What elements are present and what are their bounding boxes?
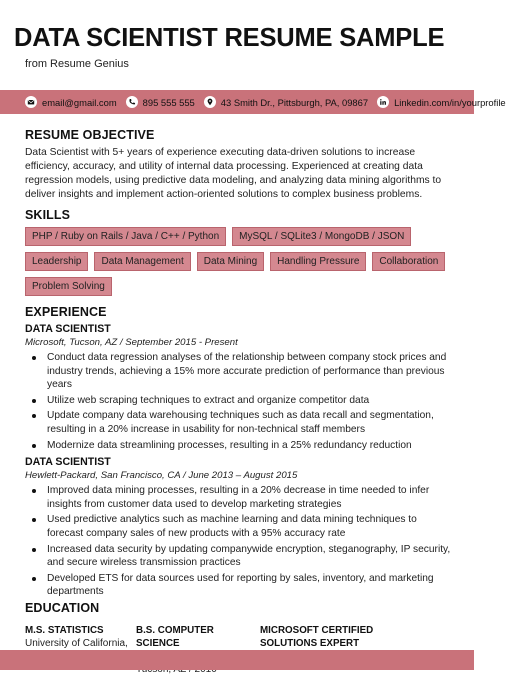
job-bullets xyxy=(25,351,455,452)
objective-text: Data Scientist with 5+ years of experience executing data-driven solutions to increase efficiency, accuracy, and utility of internal data processing. Experienced at creating data regression models, using predictive data modeling, and analyzing data mining algorithms to deliver insights and implement action-oriented solutions to complex business problems. xyxy=(25,147,442,200)
experience-heading: EXPERIENCE xyxy=(25,305,107,319)
footer-bar xyxy=(0,650,474,670)
job-title: DATA SCIENTIST xyxy=(25,323,111,335)
certification-title: MICROSOFT CERTIFIED xyxy=(260,624,374,636)
skills-heading: SKILLS xyxy=(25,208,71,222)
list-item: Used predictive analytics such as machine learning and data mining techniques to forecast company sales of new products with a 95% accuracy rate xyxy=(25,513,455,540)
location-pin-icon xyxy=(204,96,216,108)
contact-phone[interactable] xyxy=(126,96,195,108)
skill-tag: Collaboration xyxy=(372,252,445,271)
address-text: 43 Smith Dr., Pittsburgh, PA, 09867 xyxy=(220,96,369,108)
linkedin-text: Linkedin.com/in/yourprofile xyxy=(394,96,506,108)
degree-title: B.S. COMPUTER SCIENCE xyxy=(136,624,214,649)
skill-tag: Handling Pressure xyxy=(270,252,366,271)
resume-body xyxy=(25,126,455,676)
objective-heading: RESUME OBJECTIVE xyxy=(25,128,155,142)
resume-title: DATA SCIENTIST RESUME SAMPLE xyxy=(14,24,445,52)
skill-tag: Leadership xyxy=(25,252,88,271)
contact-address xyxy=(204,96,368,108)
education-heading: EDUCATION xyxy=(25,600,100,615)
certification-title-line2: SOLUTIONS EXPERT xyxy=(260,637,360,649)
degree-title: M.S. STATISTICS xyxy=(25,624,104,636)
job-meta: Hewlett-Packard, San Francisco, CA / June 2013 – August 2015 xyxy=(25,470,298,482)
job-entry xyxy=(25,456,455,599)
phone-icon xyxy=(126,96,138,108)
list-item: Improved data mining processes, resulting in a 20% decrease in time needed to infer insights from customer data used to develop marketing strategies xyxy=(25,484,455,511)
skills-list xyxy=(25,227,455,302)
resume-subtitle: from Resume Genius xyxy=(25,58,129,70)
job-bullets xyxy=(25,484,455,599)
list-item: Update company data warehousing techniques such as data recall and segmentation, resulting in a 20% increase in usability for non-technical staff members xyxy=(25,409,455,436)
list-item: Modernize data streamlining processes, resulting in a 25% redundancy reduction xyxy=(25,439,455,453)
skill-tag: PHP / Ruby on Rails / Java / C++ / Python xyxy=(25,227,226,246)
list-item: Utilize web scraping techniques to extract and organize competitor data xyxy=(25,394,455,408)
list-item: Conduct data regression analyses of the relationship between company stock prices and industry trends, achieving a 15% more accurate prediction of performance than previous years xyxy=(25,351,455,392)
skill-tag: Problem Solving xyxy=(25,277,112,296)
job-entry xyxy=(25,323,455,452)
phone-text: 895 555 555 xyxy=(142,96,195,108)
contact-bar xyxy=(0,90,506,114)
skill-tag: Data Management xyxy=(94,252,190,271)
email-text: email@gmail.com xyxy=(42,96,117,108)
email-icon xyxy=(25,96,37,108)
skill-tag: Data Mining xyxy=(197,252,264,271)
education-school: University of California, xyxy=(25,637,128,649)
list-item: Increased data security by updating companywide encryption, steganography, IP security, and secure wireless transmission practices xyxy=(25,543,455,570)
job-meta: Microsoft, Tucson, AZ / September 2015 - Present xyxy=(25,337,238,348)
list-item: Developed ETS for data sources used for reporting by sales, inventory, and marketing departments xyxy=(25,572,455,599)
contact-linkedin[interactable] xyxy=(377,96,506,108)
skill-tag: MySQL / SQLite3 / MongoDB / JSON xyxy=(232,227,411,246)
contact-email[interactable] xyxy=(25,96,117,108)
job-title: DATA SCIENTIST xyxy=(25,456,111,469)
linkedin-icon xyxy=(377,96,389,108)
